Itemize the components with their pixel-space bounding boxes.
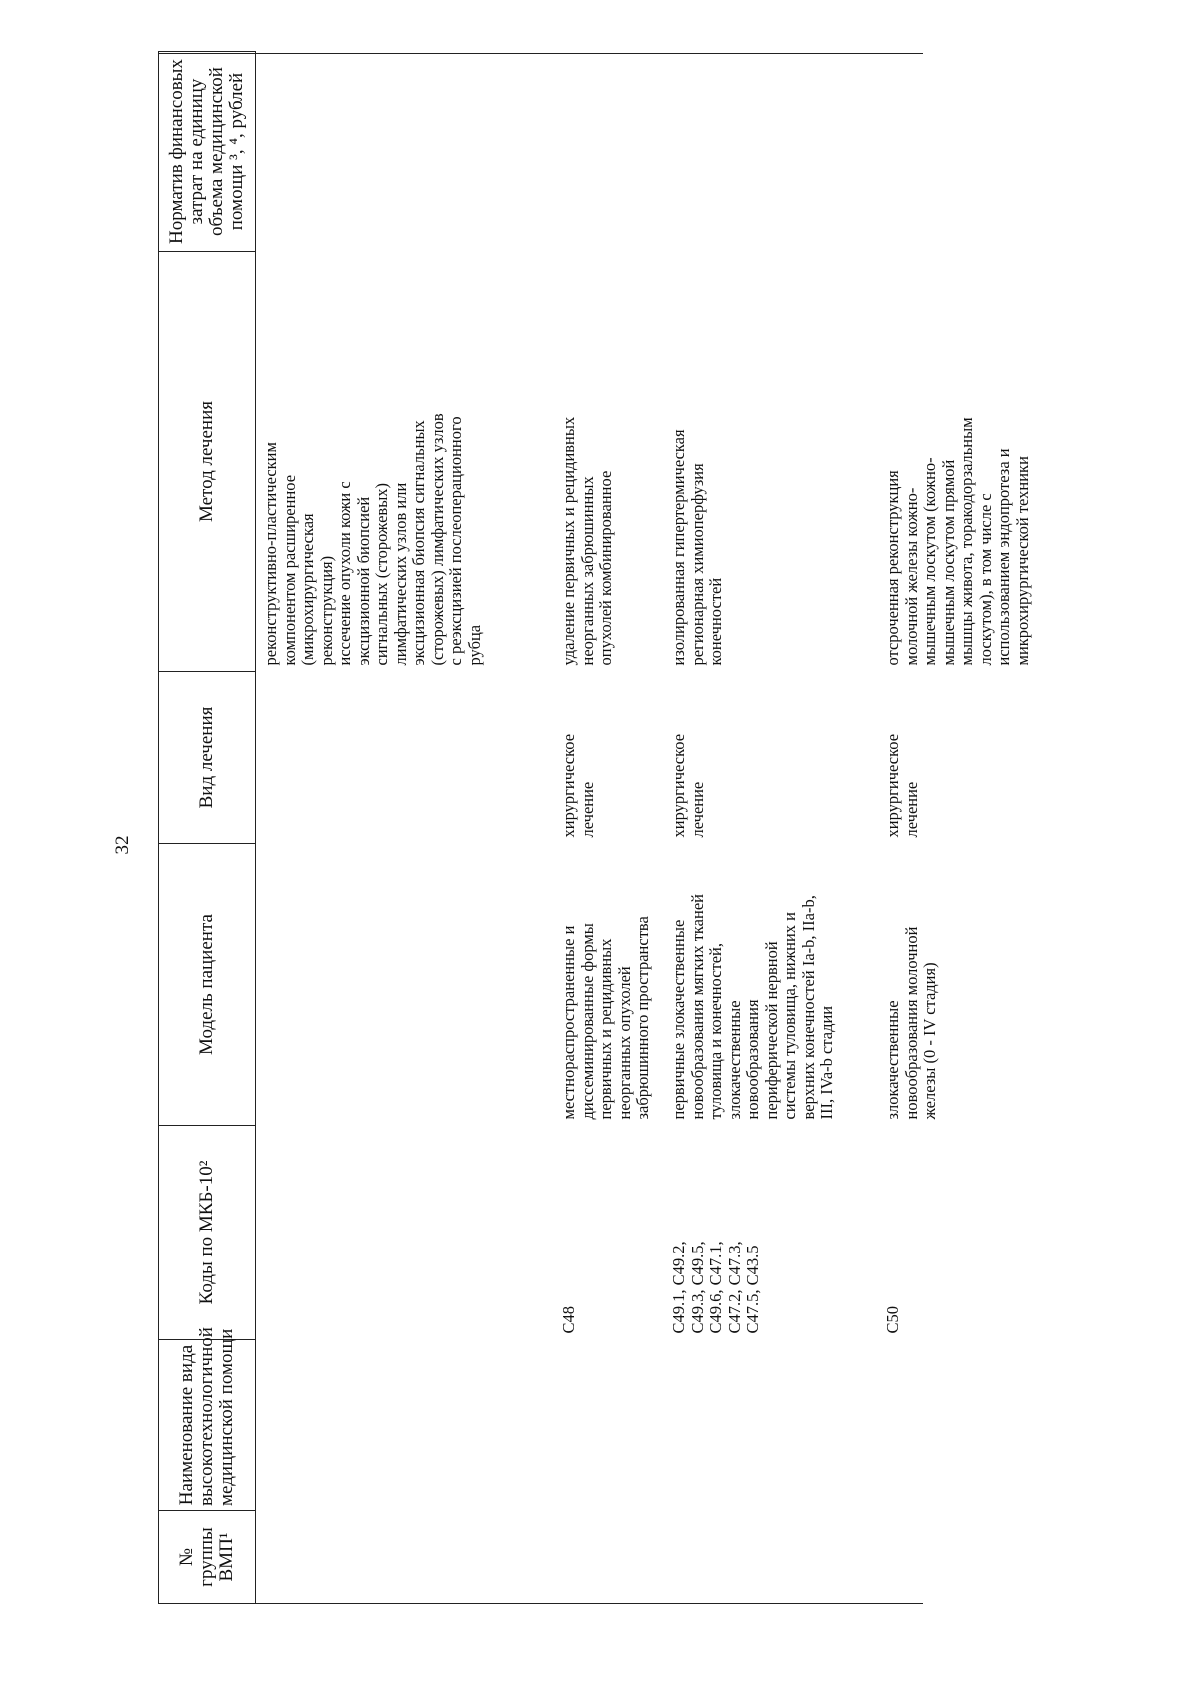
- cell-text-line: верхних конечностей Ia-b, IIa-b,: [798, 895, 818, 1120]
- cell-text-line: реконструкция): [316, 555, 336, 666]
- cell-cost-standard: [876, 52, 1032, 252]
- cell-treatment-method: [665, 252, 876, 672]
- cell-treatment-method: [552, 252, 665, 672]
- cell-text-line: сигнальных (сторожевых): [372, 482, 391, 666]
- header-treatment-type: Вид лечения: [159, 672, 256, 844]
- cell-text-line: мышцы живота, торакодорзальным: [957, 417, 976, 666]
- cell-text-line: иссечение опухоли кожи с: [335, 481, 354, 666]
- cell-icd-codes: [256, 1126, 553, 1340]
- cell-text-line: забрюшинного пространства: [633, 916, 652, 1120]
- cell-text-line: реконструктивно-пластическим: [261, 442, 280, 666]
- cell-text-line: использованием эндопротеза и: [994, 448, 1013, 666]
- cell-text-line: первичных и рецидивных: [596, 938, 615, 1120]
- cell-care-type-name: [256, 1340, 553, 1511]
- cell-text-line: рубца: [464, 624, 484, 666]
- cell-treatment-type: [665, 672, 876, 844]
- cell-text-line: лоскутом), в том числе с: [975, 493, 995, 666]
- cell-text-line: C49.6, C47.1,: [706, 1241, 725, 1334]
- cell-text-line: C48: [559, 1305, 578, 1334]
- cell-text-line: регионарная химиоперфузия: [687, 463, 707, 666]
- cell-text-line: отсроченная реконструкция: [883, 470, 902, 666]
- cell-text-line: с реэксцизией послеоперационного: [446, 416, 465, 666]
- cell-text-line: лечение: [577, 781, 597, 838]
- cell-text-line: лимфатических узлов или: [390, 482, 410, 666]
- table-left-border: [158, 1603, 923, 1604]
- cell-text-line: мышечным лоскутом (кожно-: [920, 457, 939, 666]
- cell-group-number: [665, 1511, 876, 1604]
- cell-text-line: C49.1, C49.2,: [669, 1241, 688, 1334]
- rotated-table-container: [158, 52, 1032, 1604]
- table-row: [256, 52, 553, 1604]
- table-row: [552, 52, 665, 1604]
- table-right-border: [158, 53, 923, 54]
- cell-icd-codes: [665, 1126, 876, 1340]
- cell-text-line: микрохирургической техники: [1012, 456, 1032, 666]
- cell-text-line: III, IVa-b стадии: [817, 1005, 836, 1120]
- cell-text-line: новообразования: [743, 999, 762, 1120]
- cell-text-line: злокачественные: [883, 1000, 902, 1120]
- cell-text-line: злокачественные: [724, 1000, 744, 1120]
- cell-group-number: [552, 1511, 665, 1604]
- cell-care-type-name: [665, 1340, 876, 1511]
- cell-text-line: хирургическое: [559, 733, 578, 838]
- cell-icd-codes: [876, 1126, 1032, 1340]
- cell-text-line: хирургическое: [883, 733, 902, 838]
- cell-text-line: C50: [883, 1305, 902, 1334]
- cell-text-line: неорганных опухолей: [614, 966, 634, 1120]
- cell-icd-codes: [552, 1126, 665, 1340]
- cell-text-line: C47.5, C43.5: [743, 1245, 762, 1334]
- table-row: [665, 52, 876, 1604]
- cell-group-number: [876, 1511, 1032, 1604]
- cell-text-line: туловища и конечностей,: [706, 942, 725, 1120]
- table-row: [876, 52, 1032, 1604]
- cell-text-line: конечностей: [706, 577, 725, 666]
- cell-text-line: первичные злокачественные: [669, 919, 688, 1120]
- cell-patient-model: [256, 844, 553, 1126]
- header-cost-standard: Норматив финансовых затрат на единицу объема медицинской помощи ³, ⁴, рублей: [159, 52, 256, 252]
- cell-text-line: эксцизионной биопсией: [353, 496, 373, 666]
- cell-cost-standard: [665, 52, 876, 252]
- cell-text-line: периферической нервной: [761, 941, 781, 1120]
- cell-treatment-type: [552, 672, 665, 844]
- cell-text-line: новообразования мягких тканей: [687, 894, 707, 1120]
- cell-text-line: мышечным лоскутом прямой: [938, 459, 958, 666]
- cell-treatment-method: [876, 252, 1032, 672]
- cell-text-line: диссеминированные формы: [577, 923, 597, 1120]
- cell-treatment-type: [256, 672, 553, 844]
- cell-text-line: системы туловища, нижних и: [780, 912, 799, 1120]
- cell-text-line: железы (0 - IV стадия): [920, 962, 939, 1120]
- cell-treatment-method: [256, 252, 553, 672]
- cell-text-line: (микрохирургическая: [298, 513, 317, 666]
- header-icd-codes: Коды по МКБ-10²: [159, 1126, 256, 1340]
- cell-text-line: неорганных забрюшинных: [577, 476, 597, 666]
- table-header-row: [159, 52, 256, 1604]
- cell-text-line: новообразования молочной: [901, 926, 921, 1120]
- header-treatment-method: Метод лечения: [159, 252, 256, 672]
- cell-cost-standard: [552, 52, 665, 252]
- cell-text-line: опухолей комбинированное: [596, 470, 615, 666]
- cell-text-line: местнораспространенные и: [559, 925, 578, 1120]
- cell-text-line: лечение: [901, 781, 921, 838]
- cell-patient-model: [552, 844, 665, 1126]
- cell-text-line: компонентом расширенное: [279, 474, 299, 666]
- cell-text-line: изолированная гипертермическая: [669, 429, 688, 666]
- cell-text-line: эксцизионная биопсия сигнальных: [409, 420, 428, 666]
- cell-text-line: молочной железы кожно-: [901, 487, 921, 666]
- cell-text-line: лечение: [687, 781, 707, 838]
- cell-patient-model: [665, 844, 876, 1126]
- cell-text-line: C47.2, C47.3,: [724, 1241, 744, 1334]
- page-number: 32: [112, 835, 133, 855]
- cell-text-line: удаление первичных и рецидивных: [559, 416, 578, 666]
- cell-text-line: C49.3, C49.5,: [687, 1241, 707, 1334]
- cell-text-line: хирургическое: [669, 733, 688, 838]
- header-patient-model: Модель пациента: [159, 844, 256, 1126]
- header-care-type-name: Наименование вида высокотехнологичной медицинской помощи: [159, 1340, 256, 1511]
- cell-patient-model: [876, 844, 1032, 1126]
- cell-text-line: (сторожевых) лимфатических узлов: [427, 413, 447, 666]
- cell-treatment-type: [876, 672, 1032, 844]
- cell-group-number: [256, 1511, 553, 1604]
- cell-care-type-name: [552, 1340, 665, 1511]
- cell-cost-standard: [256, 52, 553, 252]
- cell-care-type-name: [876, 1340, 1032, 1511]
- header-group-number: № группы ВМП¹: [159, 1511, 256, 1604]
- treatment-table: [158, 51, 1032, 1604]
